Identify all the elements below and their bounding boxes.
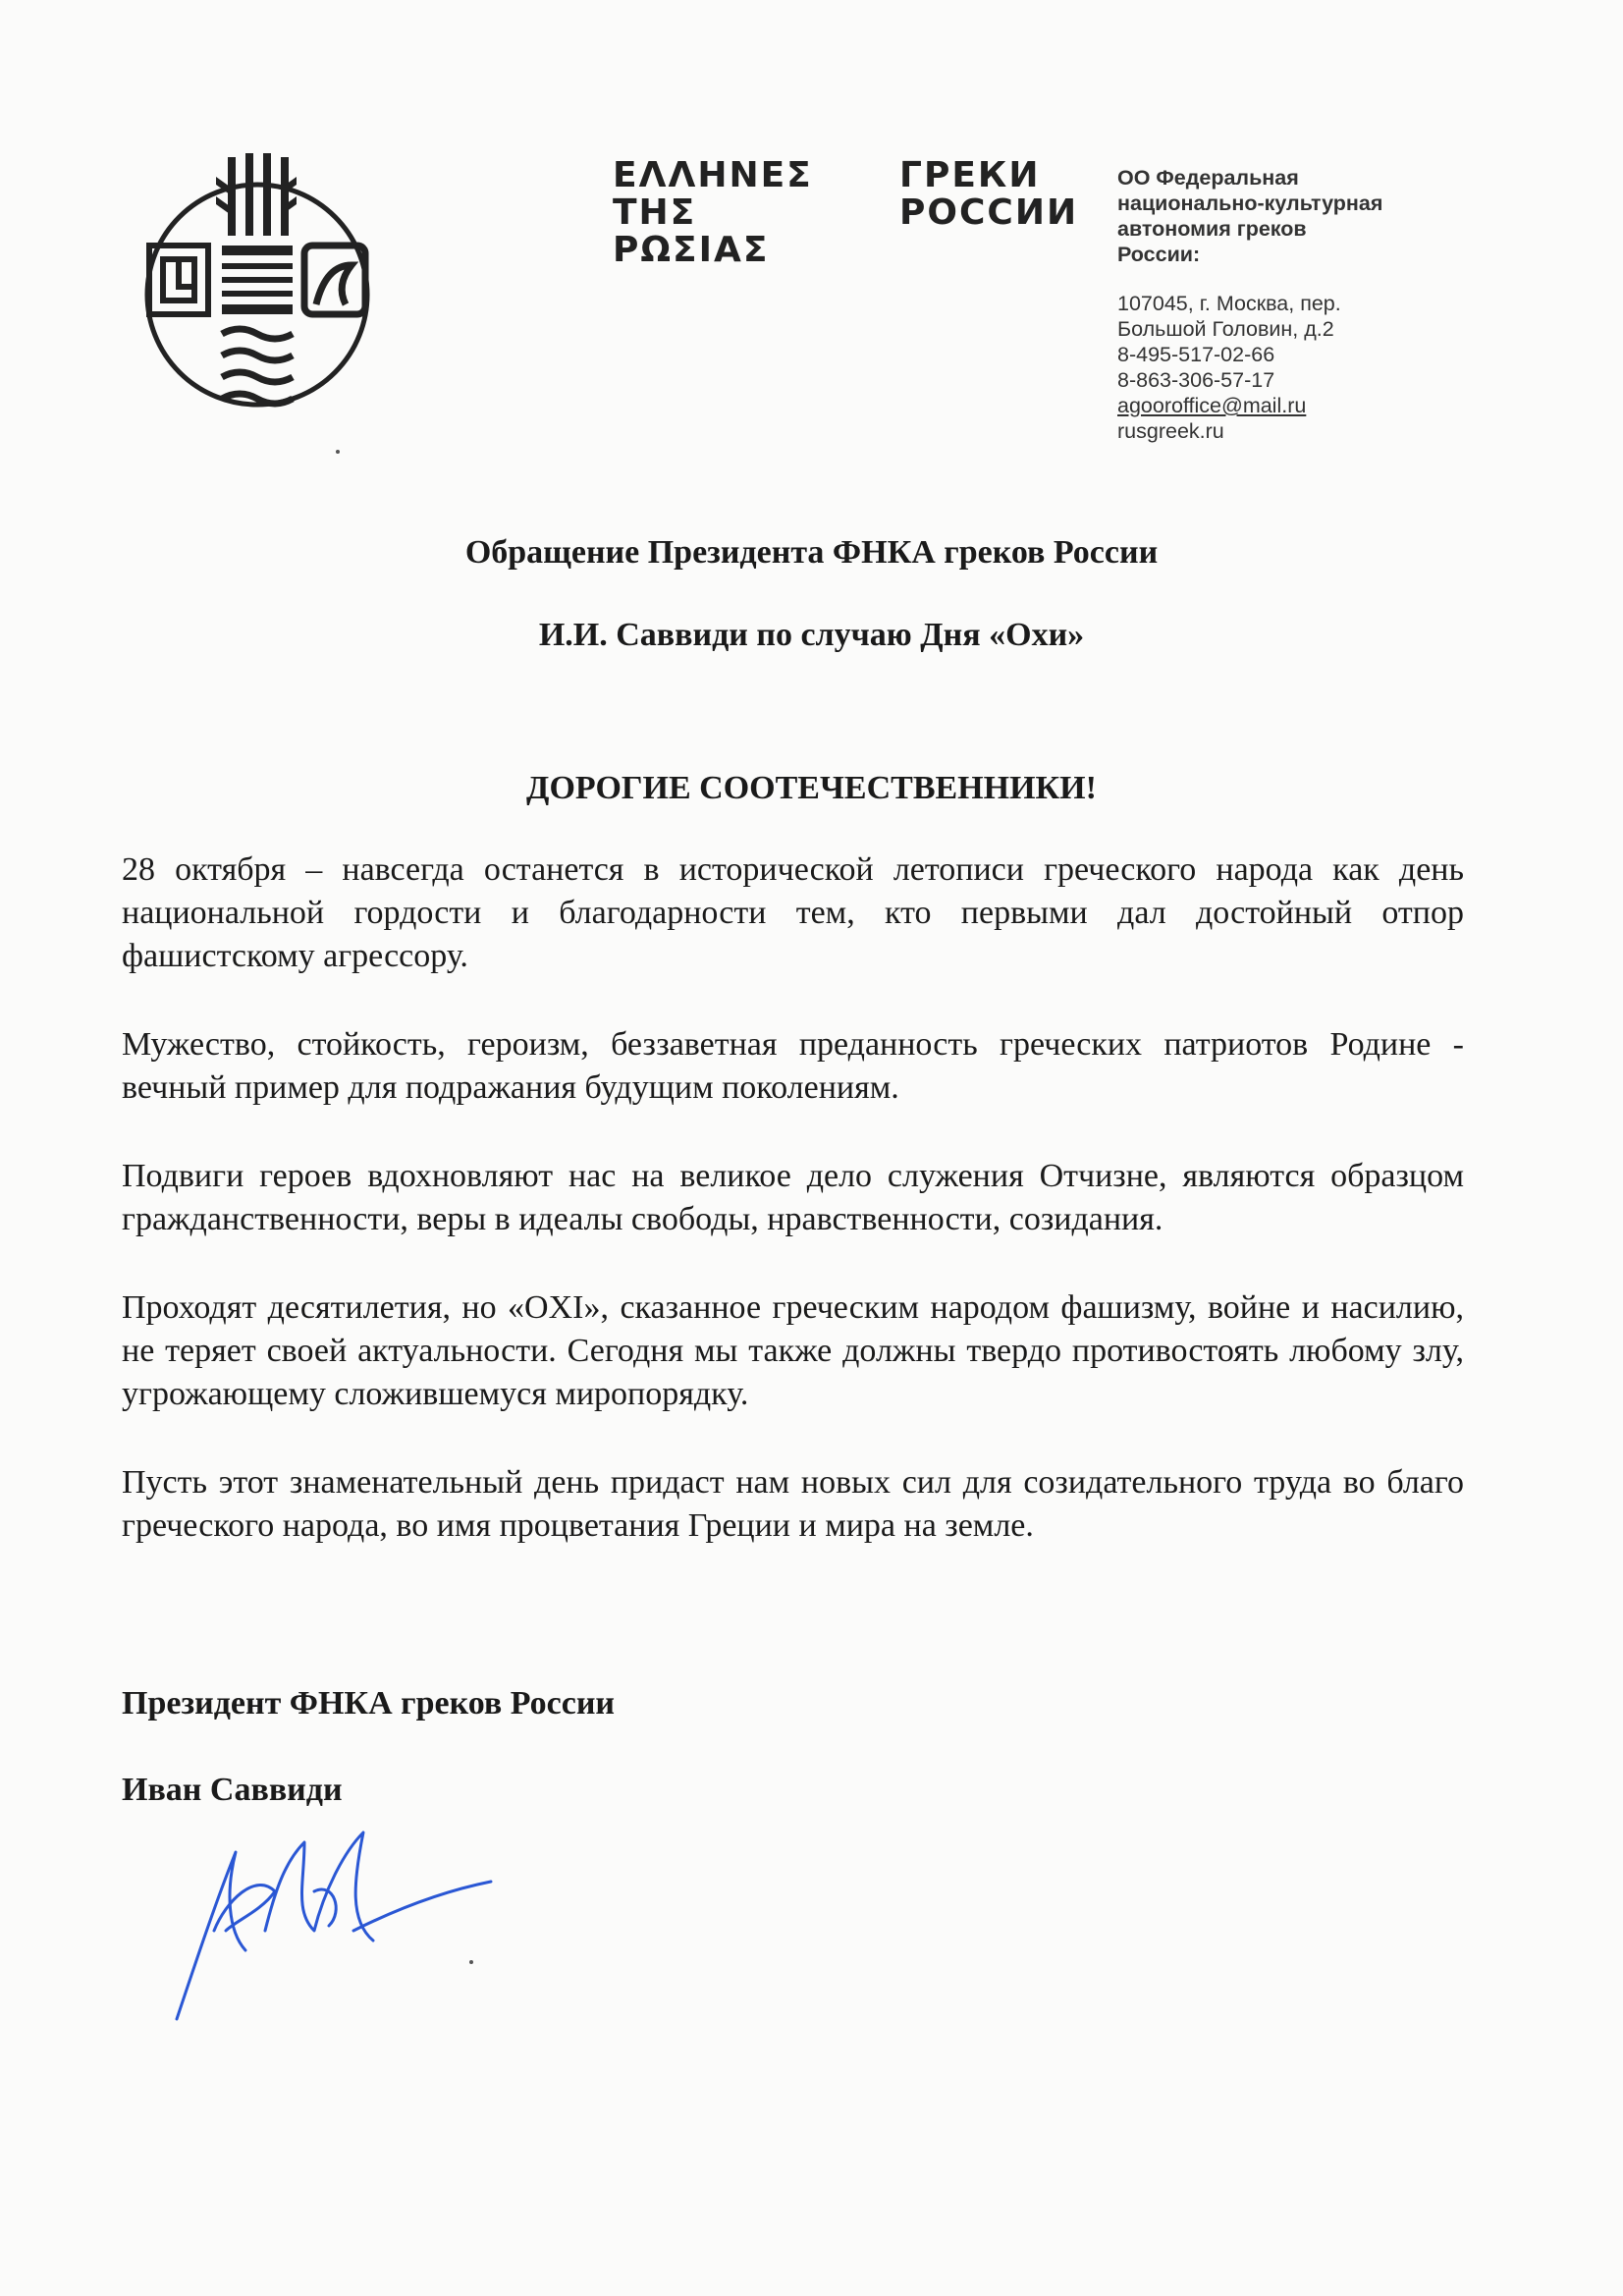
address-line: 107045, г. Москва, пер. [1117,292,1341,315]
signature-title: Президент ФНКА греков России [122,1685,616,1722]
scan-speck [336,450,340,454]
brand-greek-line: ΕΛΛΗΝΕΣ [613,155,813,195]
organization-logo-emblem [139,147,375,442]
greeting: ДОРОГИЕ СООТЕЧЕСТВЕННИКИ! [526,770,1097,806]
org-name-line: национально-культурная [1117,191,1383,215]
brand-greek [613,157,813,269]
phone-number: 8-863-306-57-17 [1117,368,1275,392]
organization-info [1117,165,1382,444]
brand-greek-line: ΤΗΣ [613,192,697,233]
signature-name: Иван Саввиди [122,1772,343,1808]
paragraph: Подвиги героев вдохновляют нас на великое дело служения Отчизне, являются образцом гражданственности, веры в идеалы свободы, нравственности, созидания. [122,1158,1464,1237]
letter-title: Обращение Президента ФНКА греков России [464,534,1159,571]
paragraph: Пусть этот знаменательный день придаст нам новых сил для созидательного труда во благо греческого народа, во имя процветания Греции и мира на земле. [122,1464,1464,1544]
paragraph: Мужество, стойкость, героизм, беззаветная преданность греческих патриотов Родине - вечный пример для подражания будущим поколениям. [122,1026,1464,1106]
scan-speck [469,1960,473,1964]
org-name-line: России: [1117,243,1201,266]
paragraph: Проходят десятилетия, но «OXI», сказанное греческим народом фашизму, войне и насилию, не теряет своей актуальности. Сегодня мы также должны твердо противостоять любому злу, угрожающему сложившемуся миропорядку. [122,1289,1464,1412]
letter-subtitle: И.И. Саввиди по случаю Дня «Охи» [538,617,1085,653]
brand-greek-line: ΡΩΣΙΑΣ [613,230,770,270]
website: rusgreek.ru [1117,419,1224,443]
brand-russian-line: РОССИИ [899,192,1079,233]
email-link[interactable]: agooroffice@mail.ru [1117,394,1307,417]
brand-russian-line: ГРЕКИ [899,155,1041,195]
brand-russian [899,157,1078,232]
phone-number: 8-495-517-02-66 [1117,343,1275,366]
handwritten-signature [167,1813,501,2029]
address-line: Большой Головин, д.2 [1117,317,1334,341]
contact-details [1117,291,1382,444]
org-name-line: автономия греков [1117,217,1307,241]
org-name-line: ОО Федеральная [1117,166,1299,190]
letter-body [122,848,1464,1593]
organization-name [1117,165,1382,267]
paragraph: 28 октября – навсегда останется в исторической летописи греческого народа как день национальной гордости и благодарности тем, кто первыми дал достойный отпор фашистскому агрессору. [122,851,1464,974]
